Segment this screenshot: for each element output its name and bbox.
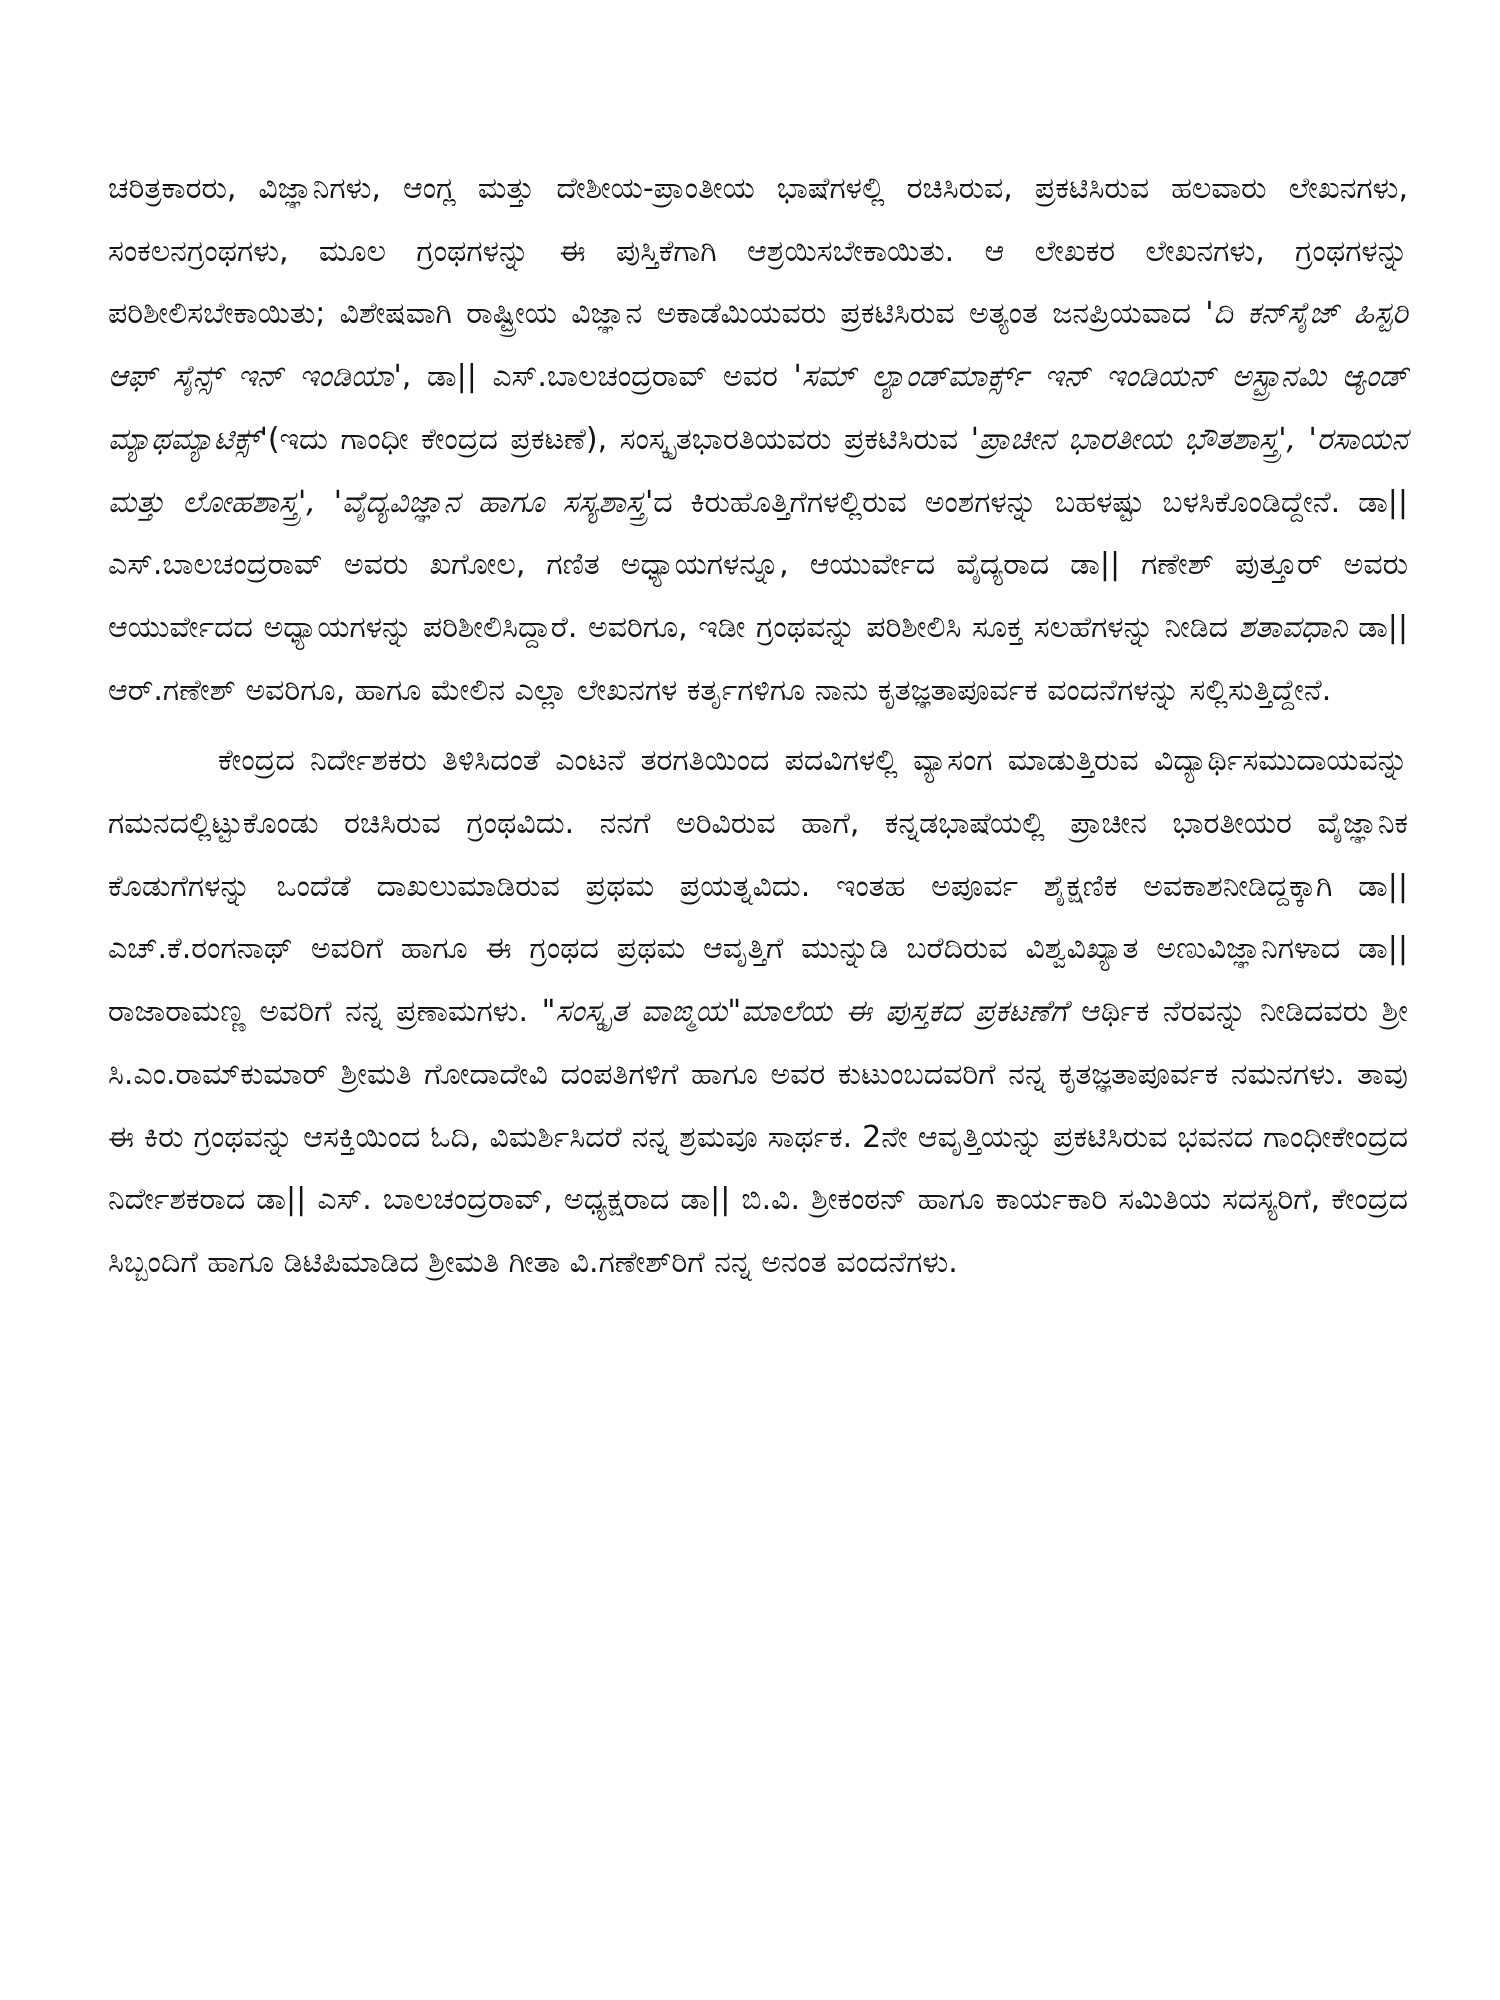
document-page	[108, 158, 1408, 1295]
paragraph-acknowledgement-thanks	[108, 730, 1408, 1294]
text-segment: , ಡಾ|| ಎಸ್.ಬಾಲಚಂದ್ರರಾವ್ ಅವರ	[401, 359, 794, 395]
italic-book-title: 'ಪ್ರಾಚೀನ ಭಾರತೀಯ ಭೌತಶಾಸ್ತ್ರ', 'ರಸಾಯನ ಮತ್ತು ಲೋಹಶಾಸ್ತ್ರ', 'ವೈದ್ಯವಿಜ್ಞಾನ ಹಾಗೂ ಸಸ್ಯಶಾಸ್ತ್ರ'	[108, 421, 1408, 520]
text-segment: ಚರಿತ್ರಕಾರರು, ವಿಜ್ಞಾನಿಗಳು, ಆಂಗ್ಲ ಮತ್ತು ದೇಶೀಯ-ಪ್ರಾಂತೀಯ ಭಾಷೆಗಳಲ್ಲಿ ರಚಿಸಿರುವ, ಪ್ರಕಟಿಸಿರುವ ಹಲವಾರು ಲೇಖನಗಳು, ಸಂಕಲನಗ್ರಂಥಗಳು, ಮೂಲ ಗ್ರಂಥಗಳನ್ನು ಈ ಪುಸ್ತಿಕೆಗಾಗಿ ಆಶ್ರಯಿಸಬೇಕಾಯಿತು. ಆ ಲೇಖಕರ ಲೇಖನಗಳು, ಗ್ರಂಥಗಳನ್ನು ಪರಿಶೀಲಿಸಬೇಕಾಯಿತು; ವಿಶೇಷವಾಗಿ ರಾಷ್ಟ್ರೀಯ ವಿಜ್ಞಾನ ಅಕಾಡೆಮಿಯವರು ಪ್ರಕಟಿಸಿರುವ ಅತ್ಯಂತ ಜನಪ್ರಿಯವಾದ	[108, 171, 1408, 332]
text-segment: ಡಾ|| ಆರ್.ಗಣೇಶ್ ಅವರಿಗೂ, ಹಾಗೂ ಮೇಲಿನ ಎಲ್ಲಾ ಲೇಖನಗಳ ಕರ್ತೃಗಳಿಗೂ ನಾನು ಕೃತಜ್ಞತಾಪೂರ್ವಕ ವಂದನೆಗಳನ್ನು ಸಲ್ಲಿಸುತ್ತಿದ್ದೇನೆ.	[108, 609, 1409, 708]
italic-book-title: 'ಸಮ್ ಲ್ಯಾಂಡ್‌ಮಾರ್ಕ್ಸ್ ಇನ್ ಇಂಡಿಯನ್ ಅಸ್ಟ್ರಾನಮಿ ಆ್ಯಂಡ್ ಮ್ಯಾಥಮ್ಯಾಟಿಕ್ಸ್'	[108, 359, 1408, 457]
text-segment: ಆರ್ಥಿಕ ನೆರವನ್ನು ನೀಡಿದವರು ಶ್ರೀ ಸಿ.ಎಂ.ರಾಮ್‌ಕುಮಾರ್ ಶ್ರೀಮತಿ ಗೋದಾದೇವಿ ದಂಪತಿಗಳಿಗೆ ಹಾಗೂ ಅವರ ಕುಟುಂಬದವರಿಗೆ ನನ್ನ ಕೃತಜ್ಞತಾಪೂರ್ವಕ ನಮನಗಳು. ತಾವು ಈ ಕಿರು ಗ್ರಂಥವನ್ನು ಆಸಕ್ತಿಯಿಂದ ಓದಿ, ವಿಮರ್ಶಿಸಿದರೆ ನನ್ನ ಶ್ರಮವೂ ಸಾರ್ಥಕ. 2ನೇ ಆವೃತ್ತಿಯನ್ನು ಪ್ರಕಟಿಸಿರುವ ಭವನದ ಗಾಂಧೀಕೇಂದ್ರದ ನಿರ್ದೇಶಕರಾದ ಡಾ|| ಎಸ್. ಬಾಲಚಂದ್ರರಾವ್, ಅಧ್ಯಕ್ಷರಾದ ಡಾ|| ಬಿ.ವಿ. ಶ್ರೀಕಂಠನ್ ಹಾಗೂ ಕಾರ್ಯಕಾರಿ ಸಮಿತಿಯ ಸದಸ್ಯರಿಗೆ, ಕೇಂದ್ರದ ಸಿಬ್ಬಂದಿಗೆ ಹಾಗೂ ಡಿಟಿಪಿಮಾಡಿದ ಶ್ರೀಮತಿ ಗೀತಾ ವಿ.ಗಣೇಶ್‌ರಿಗೆ ನನ್ನ ಅನಂತ ವಂದನೆಗಳು.	[108, 994, 1408, 1280]
text-segment: ಕೇಂದ್ರದ ನಿರ್ದೇಶಕರು ತಿಳಿಸಿದಂತೆ ಎಂಟನೆ ತರಗತಿಯಿಂದ ಪದವಿಗಳಲ್ಲಿ ವ್ಯಾಸಂಗ ಮಾಡುತ್ತಿರುವ ವಿದ್ಯಾರ್ಥಿಸಮುದಾಯವನ್ನು ಗಮನದಲ್ಲಿಟ್ಟುಕೊಂಡು ರಚಿಸಿರುವ ಗ್ರಂಥವಿದು. ನನಗೆ ಅರಿವಿರುವ ಹಾಗೆ, ಕನ್ನಡಭಾಷೆಯಲ್ಲಿ ಪ್ರಾಚೀನ ಭಾರತೀಯರ ವೈಜ್ಞಾನಿಕ ಕೊಡುಗೆಗಳನ್ನು ಒಂದೆಡೆ ದಾಖಲುಮಾಡಿರುವ ಪ್ರಥಮ ಪ್ರಯತ್ನವಿದು. ಇಂತಹ ಅಪೂರ್ವ ಶೈಕ್ಷಣಿಕ ಅವಕಾಶನೀಡಿದ್ದಕ್ಕಾಗಿ ಡಾ|| ಎಚ್.ಕೆ.ರಂಗನಾಥ್ ಅವರಿಗೆ ಹಾಗೂ ಈ ಗ್ರಂಥದ ಪ್ರಥಮ ಆವೃತ್ತಿಗೆ ಮುನ್ನುಡಿ ಬರೆದಿರುವ ವಿಶ್ವವಿಖ್ಯಾತ ಅಣುವಿಜ್ಞಾನಿಗಳಾದ ಡಾ|| ರಾಜಾರಾಮಣ್ಣ ಅವರಿಗೆ ನನ್ನ ಪ್ರಣಾಮಗಳು.	[108, 743, 1408, 1030]
text-segment: (ಇದು ಗಾಂಧೀ ಕೇಂದ್ರದ ಪ್ರಕಟಣೆ), ಸಂಸ್ಕೃತಭಾರತಿಯವರು ಪ್ರಕಟಿಸಿರುವ	[267, 421, 971, 457]
italic-honorific: ಶತಾವಧಾನಿ	[1238, 609, 1348, 645]
paragraph-acknowledgement-sources	[108, 158, 1408, 722]
text-segment: ದ ಕಿರುಹೊತ್ತಿಗೆಗಳಲ್ಲಿರುವ ಅಂಶಗಳನ್ನು ಬಹಳಷ್ಟು ಬಳಸಿಕೊಂಡಿದ್ದೇನೆ. ಡಾ|| ಎಸ್.ಬಾಲಚಂದ್ರರಾವ್ ಅವರು ಖಗೋಲ, ಗಣಿತ ಅಧ್ಯಾಯಗಳನ್ನೂ, ಆಯುರ್ವೇದ ವೈದ್ಯರಾದ ಡಾ|| ಗಣೇಶ್ ಪುತ್ತೂರ್ ಅವರು ಆಯುರ್ವೇದದ ಅಧ್ಯಾಯಗಳನ್ನು ಪರಿಶೀಲಿಸಿದ್ದಾರೆ. ಅವರಿಗೂ, ಇಡೀ ಗ್ರಂಥವನ್ನು ಪರಿಶೀಲಿಸಿ ಸೂಕ್ತ ಸಲಹೆಗಳನ್ನು ನೀಡಿದ	[108, 484, 1408, 645]
italic-book-title: 'ದಿ ಕನ್‌ಸೈಜ್ ಹಿಸ್ಟರಿ ಆಫ್ ಸೈನ್ಸ್ ಇನ್ ಇಂಡಿಯಾ'	[108, 296, 1408, 395]
italic-series-title: "ಸಂಸ್ಕೃತ ವಾಙ್ಮಯ"ಮಾಲೆಯ ಈ ಪುಸ್ತಕದ ಪ್ರಕಟಣೆಗೆ	[541, 994, 1068, 1030]
